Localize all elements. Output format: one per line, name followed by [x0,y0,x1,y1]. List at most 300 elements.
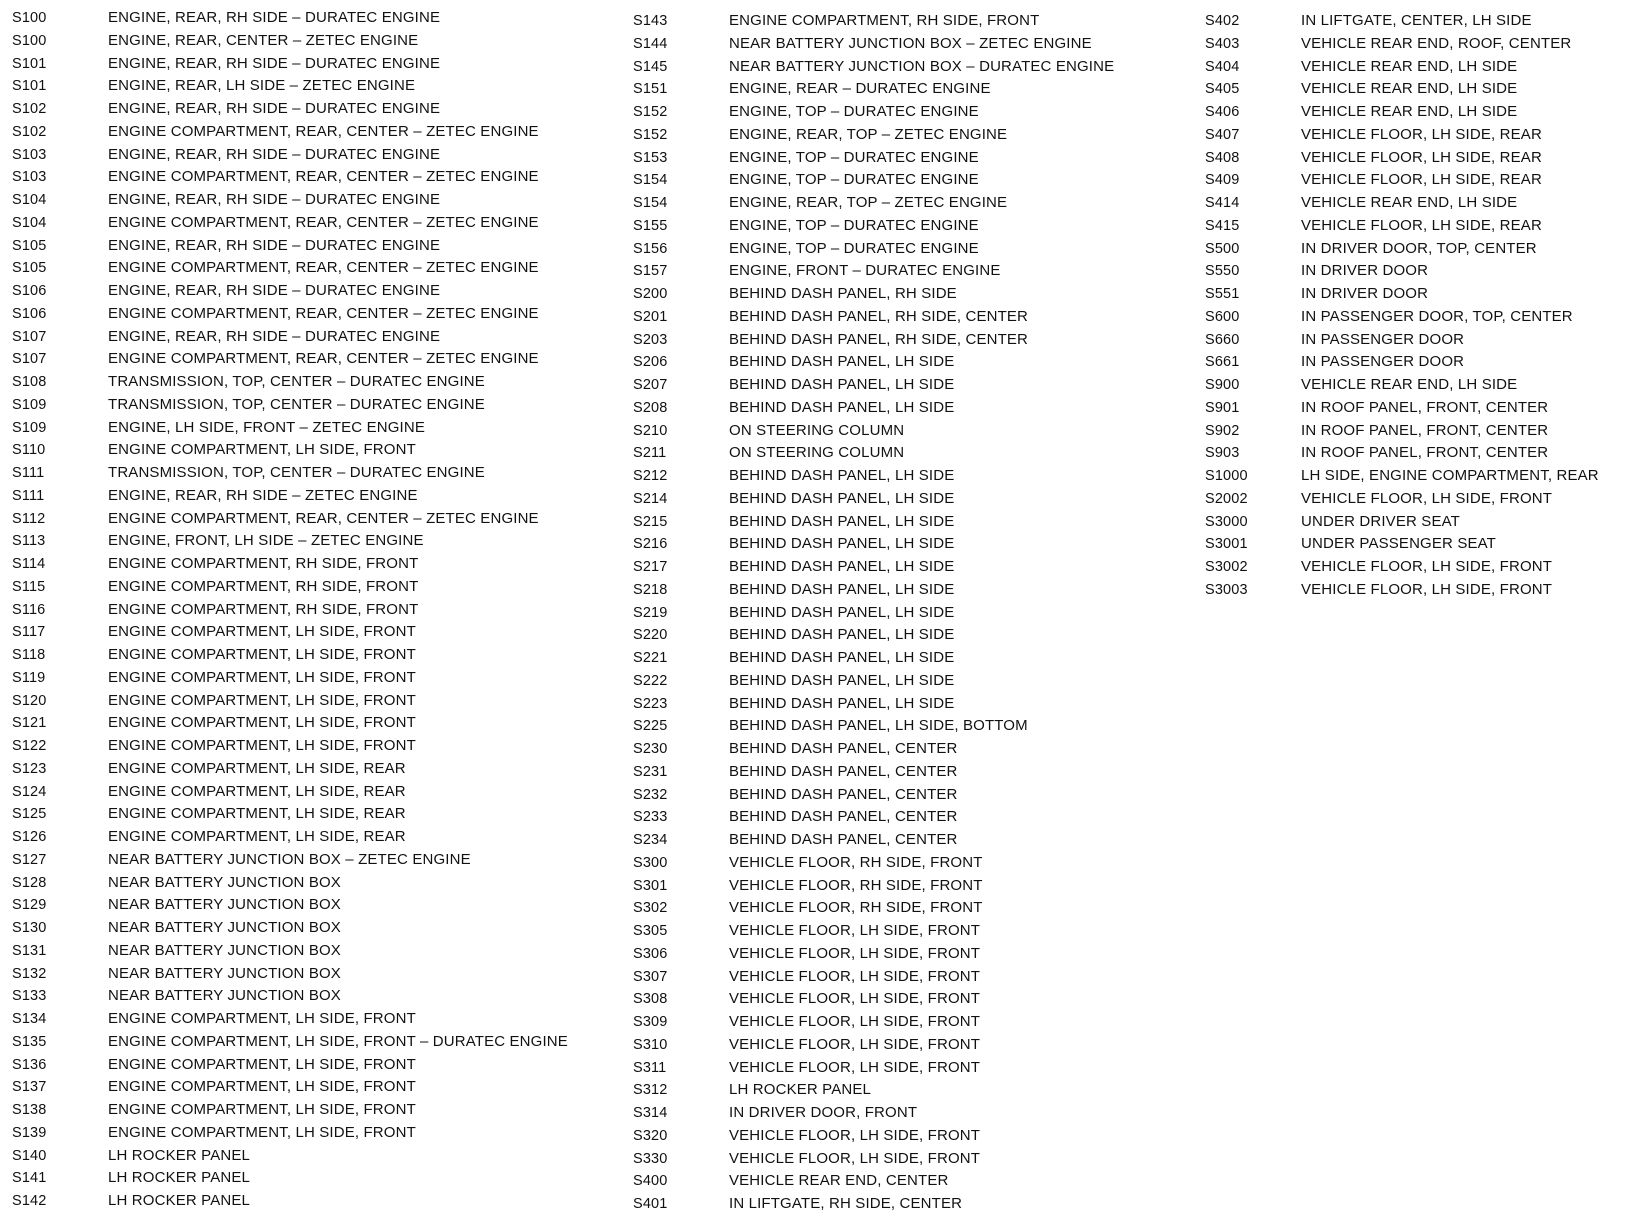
splice-id: S222 [633,672,668,689]
splice-row [633,922,1173,945]
splice-location: ENGINE COMPARTMENT, REAR, CENTER – ZETEC ENGINE [108,122,539,140]
splice-location: BEHIND DASH PANEL, LH SIDE [729,376,955,393]
splice-row [633,604,1173,627]
splice-location: BEHIND DASH PANEL, LH SIDE [729,489,955,507]
splice-id: S111 [12,465,45,481]
splice-row [12,9,602,32]
splice-id: S900 [1205,377,1240,393]
splice-location: VEHICLE REAR END, LH SIDE [1301,57,1518,75]
splice-location: VEHICLE FLOOR, LH SIDE, REAR [1301,216,1542,234]
splice-id: S104 [12,192,47,208]
splice-row [633,990,1173,1013]
splice-id: S117 [12,624,46,641]
splice-location: LH ROCKER PANEL [729,1081,872,1099]
splice-id: S301 [633,877,668,894]
splice-row [12,100,602,123]
splice-location: BEHIND DASH PANEL, LH SIDE [729,626,955,644]
splice-row [1205,467,1625,490]
splice-location: ENGINE COMPARTMENT, REAR, CENTER – ZETEC ENGINE [108,350,539,368]
splice-id: S157 [633,263,668,280]
splice-id: S112 [12,510,46,527]
splice-location: VEHICLE FLOOR, LH SIDE, REAR [1301,148,1542,166]
splice-location: ENGINE, FRONT – DURATEC ENGINE [729,262,1001,280]
splice-id: S402 [1205,13,1240,29]
splice-location: ENGINE, REAR, TOP – ZETEC ENGINE [729,125,1008,143]
splice-id: S409 [1205,172,1240,189]
splice-id: S661 [1205,354,1240,371]
splice-row [12,1010,602,1033]
splice-row [1205,171,1625,194]
splice-location: VEHICLE FLOOR, LH SIDE, FRONT [729,1035,981,1053]
splice-row [633,1036,1173,1059]
splice-row [12,1147,602,1170]
splice-id: S153 [633,149,668,166]
splice-id: S102 [12,123,47,140]
splice-location: BEHIND DASH PANEL, RH SIDE, CENTER [729,307,1029,325]
splice-location: NEAR BATTERY JUNCTION BOX – DURATEC ENGINE [729,57,1115,75]
splice-location: ENGINE, LH SIDE, FRONT – ZETEC ENGINE [108,418,425,436]
splice-location: ENGINE COMPARTMENT, REAR, CENTER – ZETEC ENGINE [108,259,539,277]
splice-row [633,103,1173,126]
splice-row [12,1192,602,1215]
splice-id: S131 [12,942,47,959]
splice-id: S134 [12,1011,47,1027]
splice-id: S154 [633,172,668,189]
splice-id: S408 [1205,149,1240,166]
splice-row [633,353,1173,376]
splice-id: S144 [633,35,668,52]
splice-row [1205,103,1625,126]
splice-location: BEHIND DASH PANEL, LH SIDE [729,353,955,371]
splice-location: BEHIND DASH PANEL, LH SIDE [729,512,955,530]
splice-row [633,399,1173,422]
splice-id: S218 [633,581,668,598]
splice-row [12,237,602,260]
splice-row [1205,444,1625,467]
splice-location: NEAR BATTERY JUNCTION BOX [108,873,341,891]
splice-id: S300 [633,854,668,871]
splice-location: ENGINE, REAR, RH SIDE – DURATEC ENGINE [108,191,441,208]
splice-row [12,373,602,396]
splice-row [633,422,1173,445]
splice-id: S128 [12,874,47,891]
splice-row [12,578,602,601]
splice-row [633,740,1173,763]
splice-id: S600 [1205,308,1240,325]
splice-location: VEHICLE FLOOR, RH SIDE, FRONT [729,899,983,917]
splice-location: VEHICLE FLOOR, LH SIDE, FRONT [1301,558,1553,575]
splice-id: S302 [633,900,668,917]
splice-id: S219 [633,604,668,621]
splice-id: S106 [12,305,47,322]
splice-id: S660 [1205,331,1240,348]
splice-id: S152 [633,126,668,143]
splice-row [633,1104,1173,1127]
splice-id: S230 [633,741,668,757]
splice-location: IN LIFTGATE, CENTER, LH SIDE [1301,12,1532,29]
splice-id: S139 [12,1124,47,1141]
splice-row [12,1056,602,1079]
splice-id: S105 [12,237,47,254]
splice-row [633,535,1173,558]
splice-row [12,601,602,624]
splice-location: ENGINE COMPARTMENT, LH SIDE, FRONT [108,441,416,459]
splice-row [633,171,1173,194]
splice-location: NEAR BATTERY JUNCTION BOX [108,919,341,936]
splice-location: ENGINE COMPARTMENT, LH SIDE, FRONT [108,1010,416,1027]
splice-id: S233 [633,809,668,826]
splice-id: S137 [12,1079,47,1096]
splice-row [12,942,602,965]
splice-id: S105 [12,260,47,277]
splice-id: S140 [12,1147,47,1164]
splice-id: S154 [633,195,668,211]
splice-location: TRANSMISSION, TOP, CENTER – DURATEC ENGINE [108,464,485,481]
splice-id: S109 [12,419,47,436]
splice-id: S500 [1205,240,1240,257]
splice-row [633,1013,1173,1036]
splice-location: BEHIND DASH PANEL, LH SIDE [729,467,955,484]
splice-location: ENGINE COMPARTMENT, REAR, CENTER – ZETEC ENGINE [108,168,539,186]
splice-location: IN ROOF PANEL, FRONT, CENTER [1301,444,1549,462]
splice-row [1205,331,1625,354]
splice-row [633,285,1173,308]
splice-id: S129 [12,897,47,914]
splice-location: ENGINE COMPARTMENT, REAR, CENTER – ZETEC ENGINE [108,213,539,231]
splice-row [1205,126,1625,149]
splice-id: S400 [633,1173,668,1190]
splice-row [1205,12,1625,35]
splice-id: S109 [12,396,47,413]
splice-row [12,396,602,419]
splice-location: VEHICLE FLOOR, LH SIDE, FRONT [1301,489,1553,507]
splice-id: S211 [633,445,667,462]
splice-id: S116 [12,601,46,618]
splice-row [633,763,1173,786]
splice-row [1205,35,1625,58]
splice-row [12,919,602,942]
splice-location: NEAR BATTERY JUNCTION BOX [108,987,341,1005]
splice-id: S152 [633,104,668,120]
splice-id: S212 [633,468,668,484]
splice-row [633,12,1173,35]
splice-location: ENGINE, REAR, RH SIDE – DURATEC ENGINE [108,236,441,254]
splice-row [1205,217,1625,240]
splice-row [1205,262,1625,285]
splice-id: S405 [1205,81,1240,98]
splice-row [633,899,1173,922]
splice-id: S401 [633,1196,668,1212]
splice-row [12,623,602,646]
splice-row [12,555,602,578]
splice-id: S330 [633,1150,668,1167]
splice-location: ENGINE COMPARTMENT, LH SIDE, REAR [108,828,406,845]
splice-row [633,308,1173,331]
splice-row [12,987,602,1010]
splice-id: S115 [12,578,46,595]
splice-row [633,194,1173,217]
splice-location: NEAR BATTERY JUNCTION BOX – ZETEC ENGINE [108,850,471,868]
splice-location: BEHIND DASH PANEL, CENTER [729,740,958,757]
splice-row [1205,558,1625,581]
splice-id: S314 [633,1105,668,1121]
splice-column-3 [1205,12,1625,604]
splice-location: ENGINE, REAR, TOP – ZETEC ENGINE [729,194,1008,211]
splice-location: ENGINE COMPARTMENT, LH SIDE, FRONT – DURATEC ENGINE [108,1032,568,1050]
splice-row [12,510,602,533]
splice-row [1205,513,1625,536]
splice-row [12,669,602,692]
splice-id: S903 [1205,445,1240,462]
splice-id: S406 [1205,104,1240,120]
splice-id: S101 [12,55,47,72]
splice-id: S110 [12,442,46,459]
splice-row [12,419,602,442]
splice-id: S130 [12,920,47,936]
splice-location: ENGINE, REAR, RH SIDE – DURATEC ENGINE [108,327,441,345]
splice-id: S100 [12,32,47,49]
splice-id: S210 [633,422,668,439]
splice-location: VEHICLE FLOOR, LH SIDE, FRONT [729,1126,981,1144]
splice-row [12,851,602,874]
splice-id: S902 [1205,422,1240,439]
splice-id: S3002 [1205,559,1248,575]
splice-id: S103 [12,146,47,163]
splice-id: S101 [12,78,47,95]
splice-id: S305 [633,923,668,939]
splice-location: LH SIDE, ENGINE COMPARTMENT, REAR [1301,467,1599,484]
splice-row [12,714,602,737]
splice-location: ON STEERING COLUMN [729,444,905,462]
splice-id: S122 [12,738,47,754]
splice-id: S143 [633,13,668,29]
splice-location: VEHICLE FLOOR, LH SIDE, REAR [1301,125,1542,143]
splice-row [1205,308,1625,331]
splice-row [12,760,602,783]
splice-location: NEAR BATTERY JUNCTION BOX [108,941,341,959]
splice-location: ENGINE COMPARTMENT, RH SIDE, FRONT [108,555,419,572]
splice-location: ENGINE COMPARTMENT, LH SIDE, FRONT [108,1101,416,1118]
splice-location: TRANSMISSION, TOP, CENTER – DURATEC ENGINE [108,373,485,390]
splice-row [12,305,602,328]
splice-row [12,1078,602,1101]
splice-location: VEHICLE REAR END, LH SIDE [1301,376,1518,393]
splice-location: IN DRIVER DOOR, FRONT [729,1104,918,1121]
splice-id: S320 [633,1127,668,1144]
splice-row [12,55,602,78]
splice-location: IN DRIVER DOOR [1301,262,1429,280]
splice-location: BEHIND DASH PANEL, LH SIDE [729,535,955,553]
splice-location: ENGINE, REAR, RH SIDE – DURATEC ENGINE [108,54,441,72]
splice-id: S114 [12,556,46,572]
splice-location: VEHICLE FLOOR, LH SIDE, FRONT [1301,580,1553,598]
splice-location: LH ROCKER PANEL [108,1192,251,1209]
splice-id: S103 [12,169,47,186]
splice-row [12,874,602,897]
splice-location: VEHICLE FLOOR, RH SIDE, FRONT [729,876,983,894]
splice-location: BEHIND DASH PANEL, CENTER [729,831,958,848]
splice-row [12,692,602,715]
splice-location: NEAR BATTERY JUNCTION BOX [108,964,341,982]
splice-id: S156 [633,240,668,257]
splice-id: S1000 [1205,468,1248,484]
splice-location: ENGINE COMPARTMENT, LH SIDE, FRONT [108,646,416,663]
splice-row [633,968,1173,991]
splice-column-1 [12,9,602,1215]
splice-location: ENGINE, TOP – DURATEC ENGINE [729,171,979,189]
splice-location: ENGINE, TOP – DURATEC ENGINE [729,239,979,257]
splice-row [12,350,602,373]
splice-location: VEHICLE FLOOR, LH SIDE, FRONT [729,1149,981,1167]
splice-location: ENGINE COMPARTMENT, RH SIDE, FRONT [108,577,419,595]
splice-location: IN DRIVER DOOR, TOP, CENTER [1301,239,1537,257]
splice-location: ENGINE COMPARTMENT, LH SIDE, FRONT [108,1078,416,1096]
splice-row [12,783,602,806]
splice-row [633,262,1173,285]
splice-id: S151 [633,81,668,98]
splice-location: ENGINE, TOP – DURATEC ENGINE [729,103,979,120]
splice-row [633,444,1173,467]
splice-row [633,877,1173,900]
splice-id: S132 [12,965,47,982]
splice-row [633,1127,1173,1150]
splice-row [1205,194,1625,217]
splice-id: S901 [1205,399,1240,416]
splice-row [633,490,1173,513]
splice-id: S208 [633,399,668,416]
splice-location: VEHICLE FLOOR, RH SIDE, FRONT [729,853,983,871]
splice-location: BEHIND DASH PANEL, LH SIDE [729,580,955,598]
splice-row [633,240,1173,263]
splice-id: S221 [633,650,668,666]
splice-location: IN PASSENGER DOOR, TOP, CENTER [1301,307,1573,325]
splice-row [1205,149,1625,172]
splice-id: S220 [633,627,668,644]
splice-location: ENGINE, FRONT, LH SIDE – ZETEC ENGINE [108,532,424,550]
splice-row [633,1195,1173,1218]
splice-id: S231 [633,763,668,780]
splice-location: ENGINE COMPARTMENT, LH SIDE, FRONT [108,691,416,709]
splice-location: ENGINE, REAR, RH SIDE – DURATEC ENGINE [108,145,441,163]
splice-row [1205,535,1625,558]
splice-id: S126 [12,829,47,845]
splice-row [1205,80,1625,103]
splice-location: VEHICLE FLOOR, LH SIDE, FRONT [729,1058,981,1076]
splice-location: LH ROCKER PANEL [108,1146,251,1164]
splice-row [633,558,1173,581]
splice-row [633,1059,1173,1082]
splice-location: ENGINE COMPARTMENT, RH SIDE, FRONT [108,600,419,618]
splice-location: BEHIND DASH PANEL, RH SIDE [729,285,957,302]
splice-id: S404 [1205,58,1240,75]
splice-row [633,649,1173,672]
splice-id: S225 [633,718,668,735]
splice-row [633,217,1173,240]
splice-row [12,532,602,555]
splice-id: S104 [12,214,47,231]
splice-row [12,441,602,464]
splice-id: S407 [1205,126,1240,143]
splice-id: S102 [12,101,47,117]
splice-id: S403 [1205,35,1240,52]
splice-location: UNDER DRIVER SEAT [1301,512,1460,530]
splice-id: S312 [633,1082,668,1099]
splice-id: S121 [12,715,47,732]
splice-location: IN PASSENGER DOOR [1301,353,1465,371]
splice-row [12,77,602,100]
splice-id: S135 [12,1033,47,1050]
splice-id: S550 [1205,263,1240,280]
splice-location: ENGINE, REAR, CENTER – ZETEC ENGINE [108,31,419,49]
splice-id: S155 [633,217,668,234]
splice-row [633,945,1173,968]
splice-location: IN DRIVER DOOR [1301,285,1429,302]
splice-row [633,695,1173,718]
splice-id: S120 [12,692,47,709]
splice-location: ENGINE, REAR, RH SIDE – DURATEC ENGINE [108,100,441,117]
splice-id: S232 [633,786,668,803]
splice-column-2 [633,12,1173,1218]
splice-id: S234 [633,832,668,848]
splice-row [633,808,1173,831]
splice-row [1205,490,1625,513]
splice-location: ENGINE COMPARTMENT, LH SIDE, FRONT [108,1123,416,1141]
splice-location: ENGINE COMPARTMENT, LH SIDE, REAR [108,759,406,777]
splice-row [12,965,602,988]
splice-row [1205,285,1625,308]
splice-id: S3000 [1205,513,1248,530]
splice-location: ENGINE COMPARTMENT, LH SIDE, FRONT [108,668,416,686]
splice-row [12,464,602,487]
splice-row [12,805,602,828]
splice-location: BEHIND DASH PANEL, RH SIDE, CENTER [729,330,1029,348]
splice-id: S216 [633,536,668,553]
splice-row [12,146,602,169]
splice-location: BEHIND DASH PANEL, LH SIDE, BOTTOM [729,717,1028,735]
splice-row [633,58,1173,81]
splice-row [12,282,602,305]
splice-id: S125 [12,806,47,823]
splice-id: S2002 [1205,490,1248,507]
splice-location: UNDER PASSENGER SEAT [1301,535,1496,553]
splice-id: S308 [633,991,668,1008]
splice-id: S107 [12,351,47,368]
splice-location: ENGINE COMPARTMENT, LH SIDE, FRONT [108,737,416,754]
splice-row [633,581,1173,604]
splice-id: S223 [633,695,668,712]
splice-id: S415 [1205,217,1240,234]
splice-location: VEHICLE FLOOR, LH SIDE, FRONT [729,967,981,985]
splice-row [12,259,602,282]
splice-location: BEHIND DASH PANEL, LH SIDE [729,558,955,575]
splice-location: BEHIND DASH PANEL, LH SIDE [729,649,955,666]
splice-location: IN ROOF PANEL, FRONT, CENTER [1301,421,1549,439]
splice-location: ENGINE COMPARTMENT, REAR, CENTER – ZETEC ENGINE [108,304,539,322]
splice-location: ON STEERING COLUMN [729,421,905,439]
splice-location: VEHICLE REAR END, LH SIDE [1301,194,1518,211]
splice-row [633,717,1173,740]
splice-row [12,1101,602,1124]
splice-row [633,1081,1173,1104]
splice-row [12,123,602,146]
splice-row [1205,422,1625,445]
splice-id: S133 [12,988,47,1005]
splice-id: S136 [12,1056,47,1073]
splice-id: S108 [12,374,47,390]
splice-location: VEHICLE FLOOR, LH SIDE, FRONT [729,1013,981,1030]
splice-id: S551 [1205,286,1240,302]
splice-id: S145 [633,58,668,75]
